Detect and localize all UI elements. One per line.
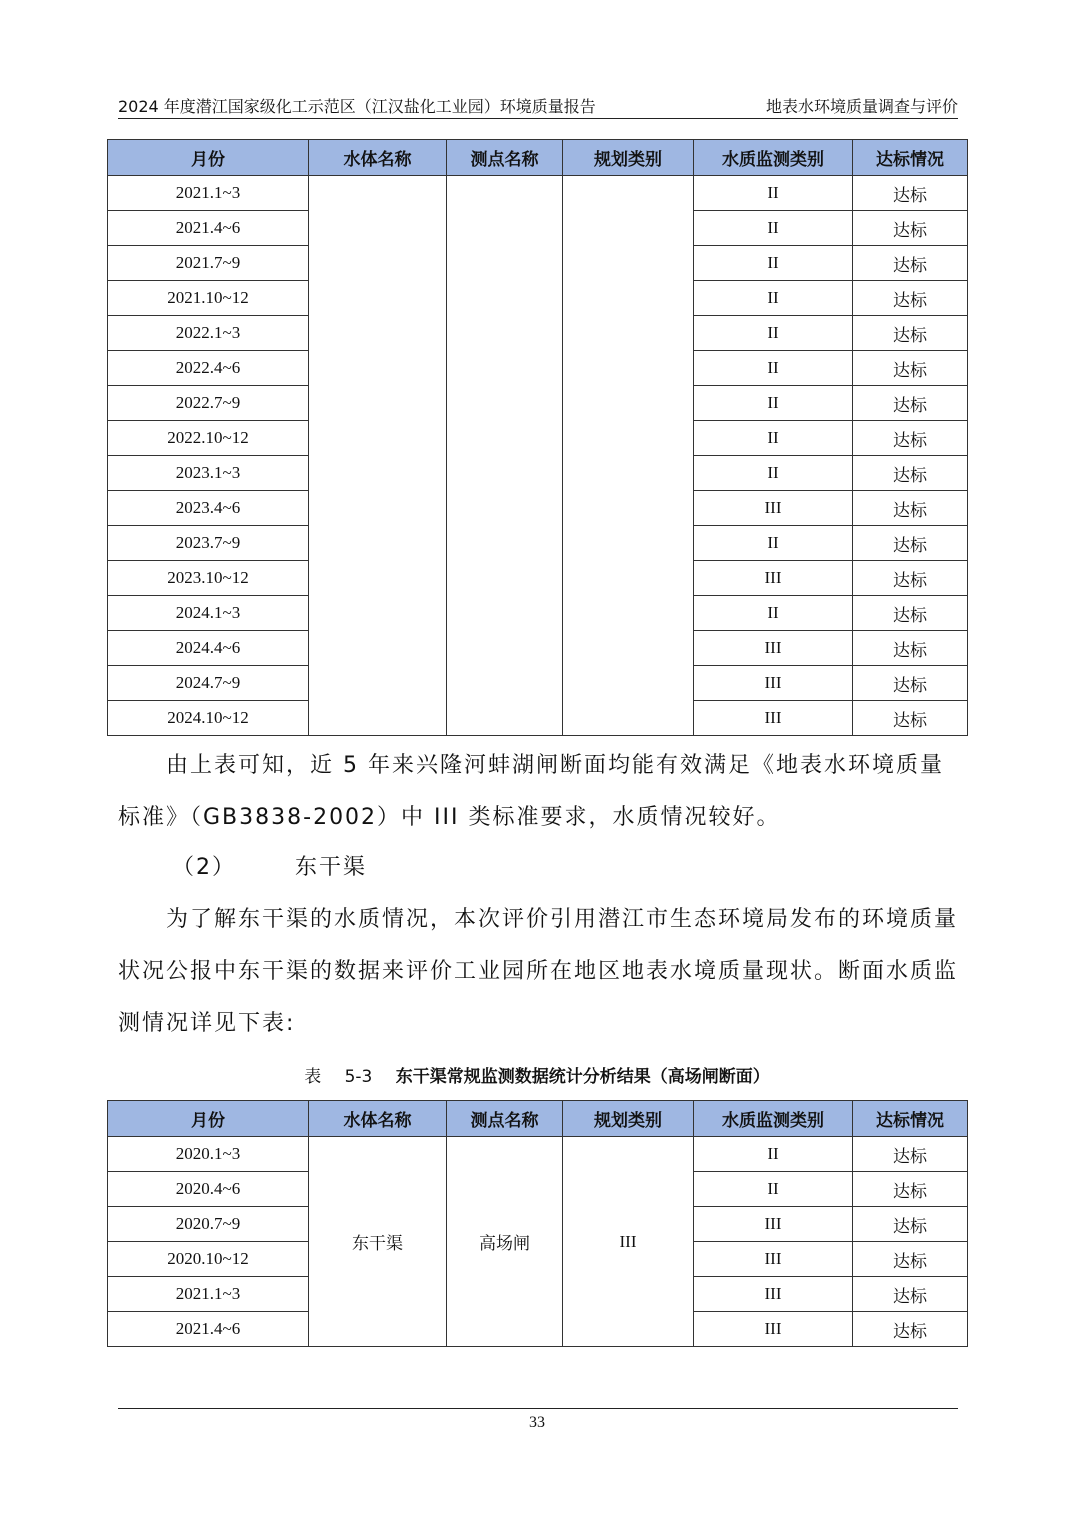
cell-status: 达标 — [853, 351, 968, 386]
page-number: 33 — [529, 1414, 545, 1431]
cell-monitored-class: III — [694, 1242, 853, 1277]
cell-monitored-class: II — [694, 316, 853, 351]
page-header — [118, 92, 958, 119]
header-planned-class: 规划类别 — [563, 140, 694, 176]
cell-month: 2023.4~6 — [108, 491, 309, 526]
cell-status: 达标 — [853, 421, 968, 456]
header-monitored-class: 水质监测类别 — [694, 140, 853, 176]
cell-month: 2023.1~3 — [108, 456, 309, 491]
footer-divider — [118, 1408, 958, 1409]
header-section: 地表水环境质量调查与评价 — [765, 97, 958, 116]
cell-month: 2021.10~12 — [108, 281, 309, 316]
cell-month: 2021.7~9 — [108, 246, 309, 281]
cell-status: 达标 — [853, 526, 968, 561]
header-planned-class: 规划类别 — [563, 1101, 694, 1137]
cell-monitored-class: III — [694, 666, 853, 701]
cell-status: 达标 — [853, 176, 968, 211]
cell-status: 达标 — [853, 1312, 968, 1347]
cell-month: 2023.10~12 — [108, 561, 309, 596]
caption-title: 东干渠常规监测数据统计分析结果（高场闸断面） — [395, 1067, 770, 1087]
cell-month: 2021.1~3 — [108, 176, 309, 211]
cell-status: 达标 — [853, 491, 968, 526]
cell-month: 2023.7~9 — [108, 526, 309, 561]
cell-monitored-class: II — [694, 351, 853, 386]
cell-monitored-class: II — [694, 421, 853, 456]
caption-number: 5-3 — [344, 1067, 373, 1087]
cell-status: 达标 — [853, 1207, 968, 1242]
cell-status: 达标 — [853, 456, 968, 491]
header-status: 达标情况 — [853, 140, 968, 176]
cell-station: 高场闸 — [447, 1137, 563, 1347]
cell-water-body: 东干渠 — [309, 1137, 447, 1347]
subheading-title: 东干渠 — [295, 855, 368, 880]
cell-status: 达标 — [853, 246, 968, 281]
cell-monitored-class: III — [694, 701, 853, 736]
cell-monitored-class: II — [694, 1137, 853, 1172]
cell-monitored-class: II — [694, 386, 853, 421]
cell-monitored-class: III — [694, 1312, 853, 1347]
cell-station — [447, 176, 563, 736]
cell-month: 2022.7~9 — [108, 386, 309, 421]
cell-month: 2020.4~6 — [108, 1172, 309, 1207]
table-row — [108, 1137, 968, 1172]
cell-month: 2021.1~3 — [108, 1277, 309, 1312]
cell-month: 2020.7~9 — [108, 1207, 309, 1242]
paragraph-summary: 由上表可知，近 5 年来兴隆河蚌湖闸断面均能有效满足《地表水环境质量标准》（GB3838-2002）中 III 类标准要求，水质情况较好。 — [118, 753, 944, 830]
cell-monitored-class: III — [694, 1277, 853, 1312]
cell-monitored-class: II — [694, 246, 853, 281]
cell-status: 达标 — [853, 631, 968, 666]
cell-status: 达标 — [853, 596, 968, 631]
header-title: 2024 年度潜江国家级化工示范区（江汉盐化工业园）环境质量报告 — [118, 97, 596, 116]
header-water-body: 水体名称 — [309, 1101, 447, 1137]
table-row — [108, 176, 968, 211]
header-water-body: 水体名称 — [309, 140, 447, 176]
cell-status: 达标 — [853, 211, 968, 246]
cell-monitored-class: III — [694, 561, 853, 596]
cell-month: 2024.10~12 — [108, 701, 309, 736]
cell-status: 达标 — [853, 281, 968, 316]
cell-month: 2021.4~6 — [108, 211, 309, 246]
cell-monitored-class: II — [694, 281, 853, 316]
cell-monitored-class: II — [694, 456, 853, 491]
cell-planned-class: III — [563, 1137, 694, 1347]
table-caption — [0, 1062, 1074, 1087]
cell-monitored-class: II — [694, 211, 853, 246]
cell-month: 2024.7~9 — [108, 666, 309, 701]
cell-status: 达标 — [853, 561, 968, 596]
cell-monitored-class: III — [694, 631, 853, 666]
cell-status: 达标 — [853, 1172, 968, 1207]
cell-status: 达标 — [853, 386, 968, 421]
subheading — [172, 842, 1012, 894]
table-header-row — [108, 140, 968, 176]
cell-month: 2020.10~12 — [108, 1242, 309, 1277]
cell-month: 2024.1~3 — [108, 596, 309, 631]
table-header-row — [108, 1101, 968, 1137]
cell-month: 2022.10~12 — [108, 421, 309, 456]
cell-monitored-class: II — [694, 176, 853, 211]
monitoring-table-1 — [107, 139, 968, 736]
cell-monitored-class: III — [694, 1207, 853, 1242]
cell-month: 2021.4~6 — [108, 1312, 309, 1347]
cell-monitored-class: II — [694, 596, 853, 631]
cell-month: 2024.4~6 — [108, 631, 309, 666]
subheading-number: （2） — [172, 855, 236, 880]
header-month: 月份 — [108, 140, 309, 176]
cell-month: 2022.1~3 — [108, 316, 309, 351]
header-status: 达标情况 — [853, 1101, 968, 1137]
cell-status: 达标 — [853, 666, 968, 701]
header-month: 月份 — [108, 1101, 309, 1137]
caption-prefix: 表 — [304, 1067, 322, 1087]
cell-monitored-class: II — [694, 526, 853, 561]
header-station: 测点名称 — [447, 140, 563, 176]
header-monitored-class: 水质监测类别 — [694, 1101, 853, 1137]
cell-monitored-class: II — [694, 1172, 853, 1207]
cell-monitored-class: III — [694, 491, 853, 526]
cell-status: 达标 — [853, 701, 968, 736]
cell-status: 达标 — [853, 1242, 968, 1277]
cell-status: 达标 — [853, 1137, 968, 1172]
header-station: 测点名称 — [447, 1101, 563, 1137]
cell-status: 达标 — [853, 316, 968, 351]
paragraph-intro: 为了解东干渠的水质情况，本次评价引用潜江市生态环境局发布的环境质量状况公报中东干渠的数据来评价工业园所在地区地表水境质量现状。断面水质监测情况详见下表: — [118, 907, 959, 1036]
cell-month: 2022.4~6 — [108, 351, 309, 386]
cell-water-body — [309, 176, 447, 736]
cell-planned-class — [563, 176, 694, 736]
cell-status: 达标 — [853, 1277, 968, 1312]
cell-month: 2020.1~3 — [108, 1137, 309, 1172]
monitoring-table-2 — [107, 1100, 968, 1347]
